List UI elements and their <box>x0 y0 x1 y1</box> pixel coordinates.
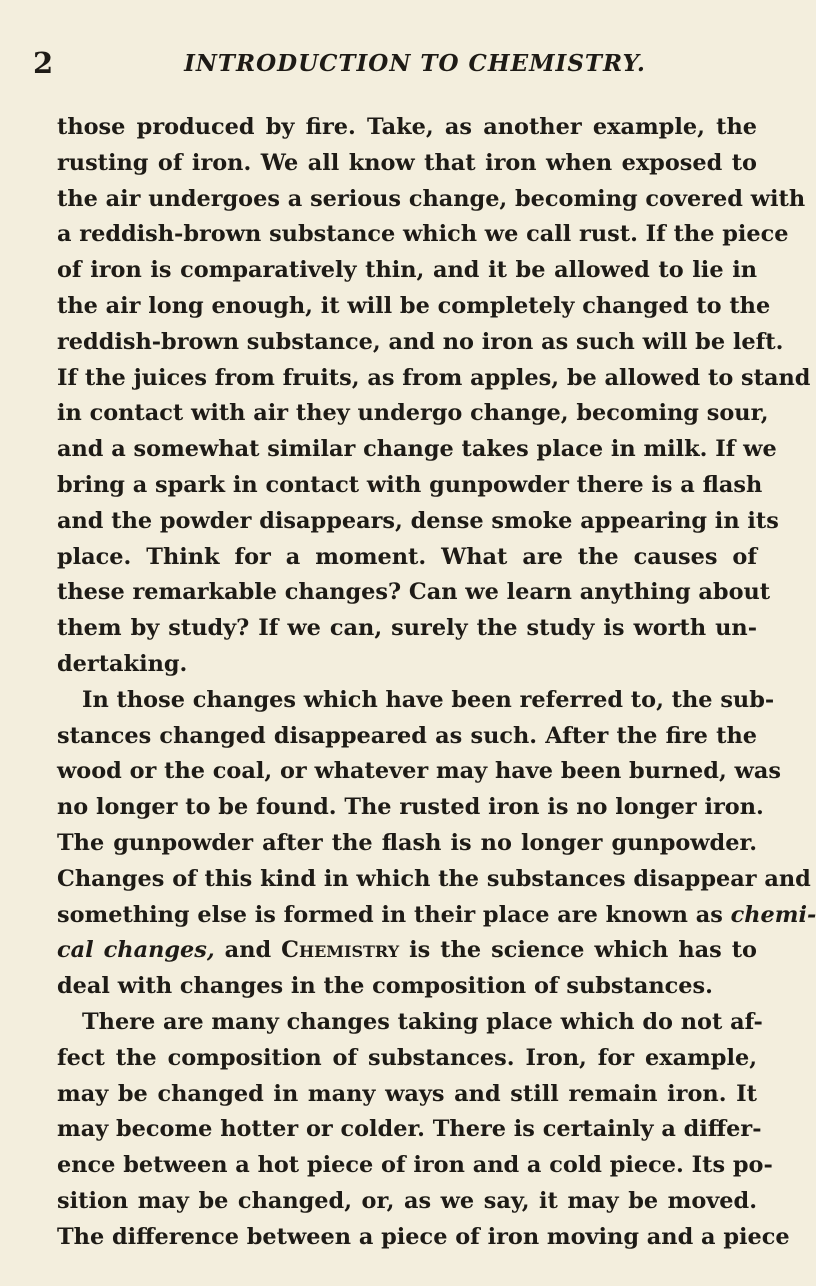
text-line: reddish-brown substance, and no iron as such will be left. <box>57 328 784 355</box>
text-line: the air long enough, it will be completely changed to the <box>57 292 771 319</box>
text-run: something else is formed in their place are known as <box>57 901 731 928</box>
text-line: There are many changes taking place which do not af- <box>82 1008 763 1035</box>
text-line: sition may be changed, or, as we say, it may be moved. <box>57 1187 757 1214</box>
italic-term: chemi- <box>730 901 816 928</box>
text-line: stances changed disappeared as such. After the fire the <box>57 722 757 749</box>
text-line: rusting of iron. We all know that iron when exposed to <box>57 149 757 176</box>
text-line: those produced by fire. Take, as another example, the <box>57 114 757 140</box>
text-line: If the juices from fruits, as from apples, be allowed to stand <box>57 364 811 391</box>
text-line: a reddish-brown substance which we call rust. If the piece <box>57 221 789 248</box>
text-line: fect the composition of substances. Iron, for example, <box>57 1044 757 1071</box>
page-number: 2 <box>33 46 54 80</box>
body-text <box>57 110 816 1256</box>
text-line: ence between a hot piece of iron and a cold piece. Its po- <box>57 1152 773 1179</box>
text-run: and <box>214 937 282 964</box>
text-line: of iron is comparatively thin, and it be allowed to lie in <box>57 257 757 284</box>
italic-term: cal changes, <box>57 937 215 964</box>
text-line: in contact with air they undergo change, becoming sour, <box>57 400 769 427</box>
text-line: the air undergoes a serious change, becoming covered with <box>57 185 806 212</box>
text-line: may become hotter or colder. There is certainly a differ- <box>57 1116 762 1143</box>
text-line: and the powder disappears, dense smoke appearing in its <box>57 507 779 534</box>
text-line: dertaking. <box>57 650 188 677</box>
text-line: no longer to be found. The rusted iron is no longer iron. <box>57 794 764 821</box>
text-line: The gunpowder after the flash is no longer gunpowder. <box>57 829 757 856</box>
text-line: and a somewhat similar change takes place in milk. If we <box>57 436 777 463</box>
text-line: deal with changes in the composition of substances. <box>57 973 713 1000</box>
small-caps-term: Chemistry <box>281 937 400 964</box>
text-line: these remarkable changes? Can we learn anything about <box>57 579 771 606</box>
text-line: place. Think for a moment. What are the causes of <box>57 543 757 570</box>
text-line <box>57 898 816 934</box>
text-line: bring a spark in contact with gunpowder there is a flash <box>57 471 763 498</box>
text-line: Changes of this kind in which the substances disappear and <box>57 865 811 892</box>
text-run: is the science which has to <box>399 937 757 964</box>
text-line: wood or the coal, or whatever may have been burned, was <box>57 758 781 785</box>
text-line: The difference between a piece of iron moving and a piece <box>57 1223 790 1250</box>
text-line: them by study? If we can, surely the study is worth un- <box>57 615 757 642</box>
running-title: INTRODUCTION TO CHEMISTRY. <box>184 50 646 77</box>
text-line <box>57 933 757 969</box>
text-line: may be changed in many ways and still remain iron. It <box>57 1080 757 1107</box>
text-line: In those changes which have been referred to, the sub- <box>82 686 775 713</box>
